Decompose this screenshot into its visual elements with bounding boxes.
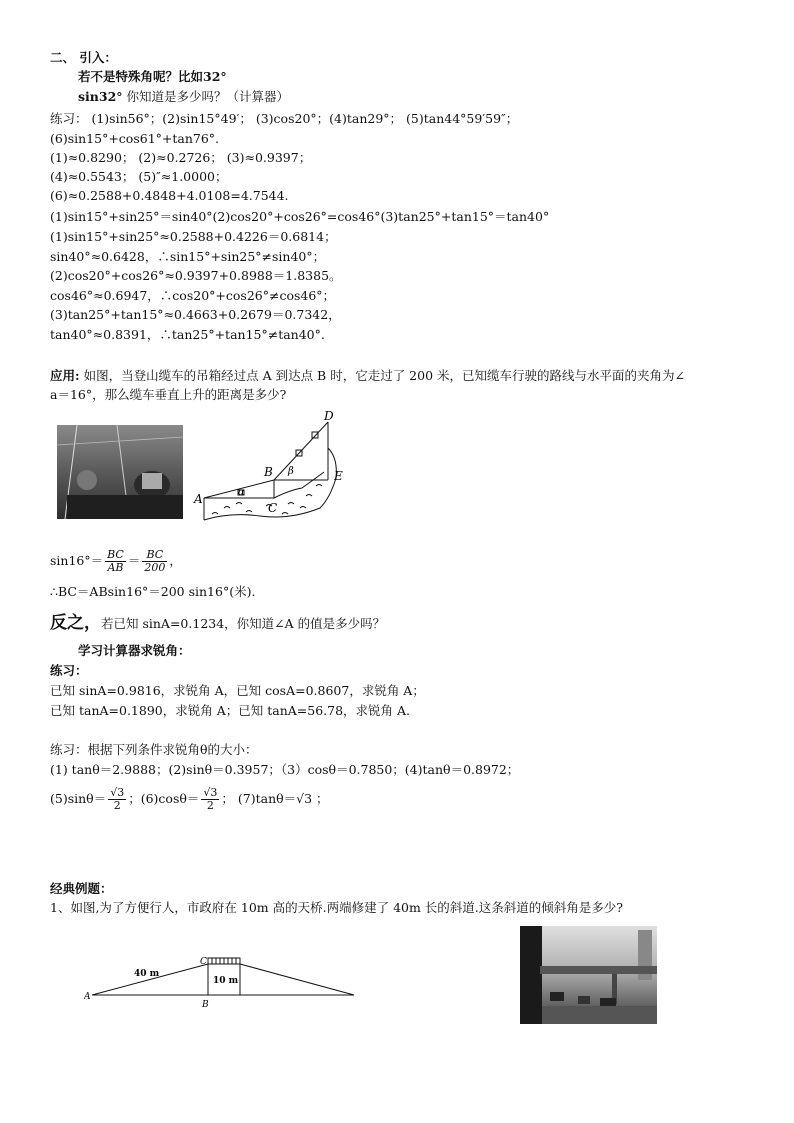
ramp-right xyxy=(240,964,354,995)
practice1-s3: (2)cos20°+cos26°≈0.9397+0.8988＝1.8385。 xyxy=(50,268,342,283)
sin16-formula xyxy=(50,546,182,576)
practice1-s2: sin40°≈0.6428，∴sin15°+sin25°≠sin40°； xyxy=(50,249,326,264)
practice1-s6: tan40°≈0.8391，∴tan25°+tan15°≠tan40°. xyxy=(50,327,325,342)
label-b: B xyxy=(264,465,273,479)
fraction-bc-200 xyxy=(142,549,167,574)
ramp-label-a: A xyxy=(84,992,91,1002)
p5-den: 2 xyxy=(113,799,121,812)
fraction-bc-ab xyxy=(105,549,126,574)
ramp-length-label: 40 m xyxy=(134,969,160,979)
practice2-label: 练习： xyxy=(50,663,88,678)
ramp-label-c: C xyxy=(200,957,207,967)
p6-text: ；(6)cosθ＝ xyxy=(128,791,200,806)
p5-num: √3 xyxy=(110,786,125,799)
label-beta: β xyxy=(288,466,294,477)
p5-fraction xyxy=(108,787,126,812)
classic-heading: 经典例题： xyxy=(50,881,113,896)
reverse-line xyxy=(50,613,385,634)
practice1-s5: (3)tan25°+tan15°≈0.4663+0.2679＝0.7342， xyxy=(50,307,341,322)
application-label: 应用: xyxy=(50,368,80,383)
sin32-label: sin32° xyxy=(78,89,123,104)
practice1-s1: (1)sin15°+sin25°≈0.2588+0.4226＝0.6814； xyxy=(50,229,337,244)
frac1-num: BC xyxy=(107,548,124,561)
label-e: E xyxy=(334,469,343,483)
formula-eq: ＝ xyxy=(127,553,141,568)
sin32-text: 你知道是多少吗？（计算器） xyxy=(122,89,290,104)
cable-line-bd xyxy=(274,422,328,480)
practice1-s4: cos46°≈0.6947，∴cos20°+cos26°≠cos46°； xyxy=(50,288,336,303)
cable-car-diagram xyxy=(190,408,350,530)
formula-comma: ， xyxy=(169,553,182,568)
cable-car-photo xyxy=(57,425,183,519)
reverse-big: 反之， xyxy=(50,613,101,633)
practice1-ans3: (6)≈0.2588+0.4848+4.0108=4.7544. xyxy=(50,188,289,203)
practice1-line1: 练习： (1)sin56°；(2)sin15°49′； (3)cos20°；(4)tan29°； (5)tan44°59′59″； xyxy=(50,111,519,126)
practice1-line2: (6)sin15°+cos61°+tan76°. xyxy=(50,131,220,146)
bc-result: ∴BC＝ABsin16°＝200 sin16°(米). xyxy=(50,584,256,599)
ramp-height-label: 10 m xyxy=(213,976,239,986)
practice3-line2 xyxy=(50,784,329,814)
section-heading-intro: 二、 引入： xyxy=(50,50,117,65)
p6-num: √3 xyxy=(203,786,218,799)
intro-question: 若不是特殊角呢？比如32° xyxy=(78,69,227,84)
practice1-ans1: (1)≈0.8290； (2)≈0.2726； (3)≈0.9397； xyxy=(50,150,312,165)
classic-q1: 1、如图,为了方便行人，市政府在 10m 高的天桥.两端修建了 40m 长的斜道.这条斜道的倾斜角是多少? xyxy=(50,900,623,915)
frac2-den: 200 xyxy=(144,561,166,574)
frac1-den: AB xyxy=(107,561,124,574)
practice2-line2: 已知 tanA=0.1890，求锐角 A；已知 tanA=56.78，求锐角 A. xyxy=(50,703,410,718)
p6-den: 2 xyxy=(206,799,214,812)
application-line1 xyxy=(50,368,685,383)
application-text2: a＝16°，那么缆车垂直上升的距离是多少? xyxy=(50,387,287,402)
formula-lhs: sin16°＝ xyxy=(50,553,104,568)
label-d: D xyxy=(324,409,334,423)
application-text1: 如图，当登山缆车的吊箱经过点 A 到达点 B 时，它走过了 200 米，已知缆车行驶的路线与水平面的夹角为∠ xyxy=(79,368,685,383)
overpass-photo xyxy=(520,926,657,1024)
ramp-label-b: B xyxy=(202,1000,209,1010)
label-a: A xyxy=(194,492,203,506)
practice2-line1: 已知 sinA=0.9816，求锐角 A，已知 cosA=0.8607，求锐角 A； xyxy=(50,683,425,698)
reverse-text: 若已知 sinA=0.1234，你知道∠A 的值是多少吗？ xyxy=(101,616,386,631)
label-c: C xyxy=(268,501,278,515)
practice1-ans2: (4)≈0.5543； (5)″≈1.0000； xyxy=(50,169,228,184)
intro-sin-line xyxy=(78,89,289,104)
p6-fraction xyxy=(201,787,219,812)
practice3-line1: (1) tanθ＝2.9888；(2)sinθ＝0.3957；（3）cosθ＝0.7850；(4)tanθ＝0.8972； xyxy=(50,762,520,777)
calc-subheading: 学习计算器求锐角： xyxy=(78,643,191,658)
practice1-q2: (1)sin15°+sin25°＝sin40°(2)cos20°+cos26°=cos46°(3)tan25°+tan15°＝tan40° xyxy=(50,209,550,224)
p5-text: (5)sinθ＝ xyxy=(50,791,107,806)
p7-text: ； (7)tanθ＝√3 ； xyxy=(221,791,329,806)
practice3-intro: 练习：根据下列条件求锐角θ的大小： xyxy=(50,742,258,757)
frac2-num: BC xyxy=(142,549,167,562)
label-alpha: α xyxy=(238,487,245,498)
bridge-ramp-diagram xyxy=(84,952,360,1012)
